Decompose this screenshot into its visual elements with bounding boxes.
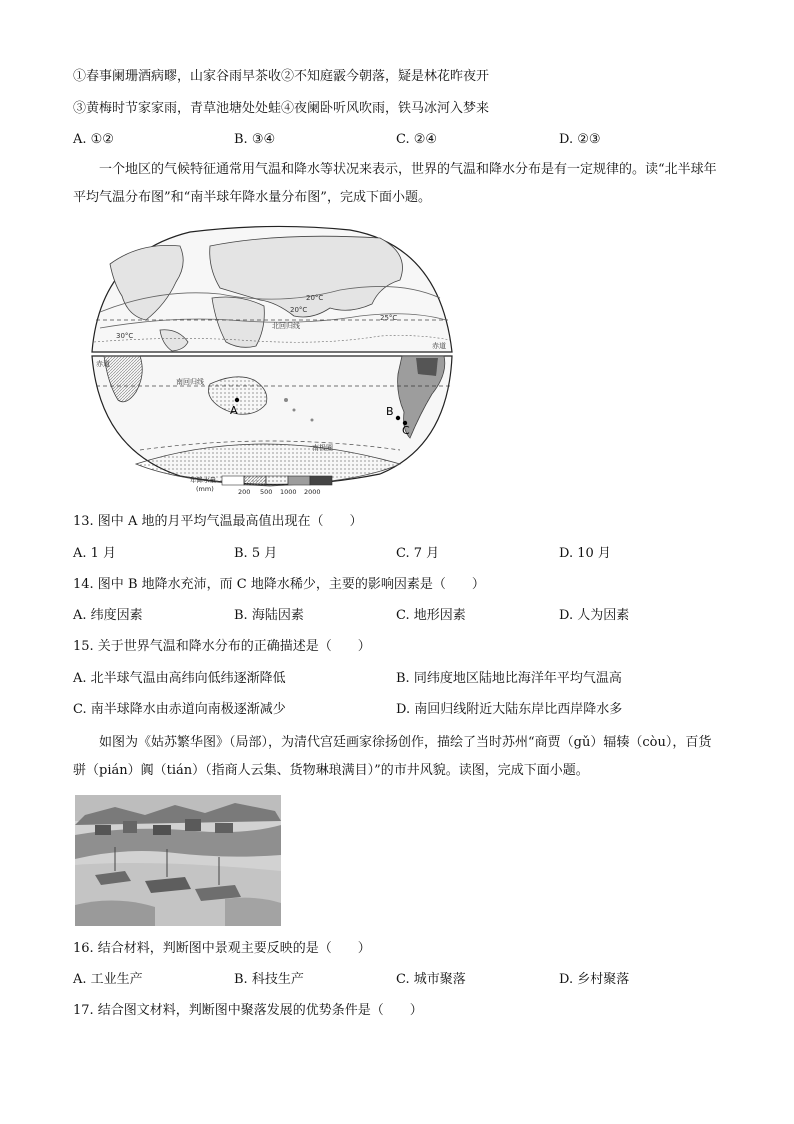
prev-option-c: C. ②④ bbox=[396, 132, 438, 147]
equator-label-north: 赤道 bbox=[432, 342, 446, 350]
poem-line-1: ①春事阑珊酒病疁，山家谷雨早茶收②不知庭霰今朝落，疑是林花昨夜开 bbox=[73, 69, 490, 84]
q13-option-b[interactable]: B. 5 月 bbox=[234, 546, 278, 561]
q15-stem: 15. 关于世界气温和降水分布的正确描述是（ ） bbox=[73, 639, 371, 654]
gusu-painting-image bbox=[75, 795, 281, 926]
q15-option-a[interactable]: A. 北半球气温由高纬向低纬逐渐降低 bbox=[73, 671, 286, 686]
prev-option-b: B. ③④ bbox=[234, 132, 276, 147]
q16-option-a[interactable]: A. 工业生产 bbox=[73, 972, 143, 987]
poem-line-2: ③黄梅时节家家雨，青草池塘处处蛙④夜阑卧听风吹雨，铁马冰河入梦来 bbox=[73, 101, 490, 116]
equator-label-south: 赤道 bbox=[96, 360, 110, 368]
antarctic-circle-label: 南极圈 bbox=[312, 444, 333, 452]
q14-option-d[interactable]: D. 人为因素 bbox=[559, 608, 630, 623]
intro-painting: 如图为《姑苏繁华图》（局部），为清代宫廷画家徐扬创作，描绘了当时苏州“商贾（gǔ）辐辏（còu），百货骈（pián）阗（tián）（指商人云集、货物琳琅满目）”的市井风貌。读图，完成下面小题。 bbox=[73, 735, 712, 778]
q16-option-d[interactable]: D. 乡村聚落 bbox=[559, 972, 630, 987]
q16-stem: 16. 结合材料，判断图中景观主要反映的是（ ） bbox=[73, 941, 371, 956]
legend-tick-1000: 1000 bbox=[280, 488, 297, 496]
isotherm-label-30: 30°C bbox=[116, 332, 134, 340]
q16-option-c[interactable]: C. 城市聚落 bbox=[396, 972, 466, 987]
legend-title: 年降水量 bbox=[190, 476, 216, 484]
point-a-label: A bbox=[230, 404, 238, 417]
q13-option-a[interactable]: A. 1 月 bbox=[73, 546, 117, 561]
q16-option-b[interactable]: B. 科技生产 bbox=[234, 972, 304, 987]
legend-tick-2000: 2000 bbox=[304, 488, 321, 496]
south-tropic-label: 南回归线 bbox=[176, 378, 204, 386]
isotherm-label-25: 25°C bbox=[380, 314, 398, 322]
q14-option-b[interactable]: B. 海陆因素 bbox=[234, 608, 304, 623]
q15-option-b[interactable]: B. 同纬度地区陆地比海洋年平均气温高 bbox=[396, 671, 622, 686]
q14-stem: 14. 图中 B 地降水充沛，而 C 地降水稀少，主要的影响因素是（ ） bbox=[73, 577, 485, 592]
point-c-label: C bbox=[402, 424, 410, 437]
north-tropic-label: 北回归线 bbox=[272, 322, 300, 330]
north-hemisphere-map bbox=[92, 226, 452, 352]
prev-option-a: A. ①② bbox=[73, 132, 114, 147]
q14-option-c[interactable]: C. 地形因素 bbox=[396, 608, 466, 623]
point-a-marker bbox=[235, 398, 239, 402]
legend-tick-500: 500 bbox=[260, 488, 273, 496]
intro-climate: 一个地区的气候特征通常用气温和降水等状况来表示，世界的气温和降水分布是有一定规律的。读“北半球年平均气温分布图”和“南半球年降水量分布图”，完成下面小题。 bbox=[73, 162, 717, 205]
point-b-marker bbox=[396, 416, 400, 420]
q14-option-a[interactable]: A. 纬度因素 bbox=[73, 608, 143, 623]
q15-option-d[interactable]: D. 南回归线附近大陆东岸比西岸降水多 bbox=[396, 702, 623, 717]
q13-stem: 13. 图中 A 地的月平均气温最高值出现在（ ） bbox=[73, 514, 363, 529]
isotherm-label-20b: 20°C bbox=[290, 306, 308, 314]
isotherm-label-20a: 20°C bbox=[306, 294, 324, 302]
q17-stem: 17. 结合图文材料，判断图中聚落发展的优势条件是（ ） bbox=[73, 1003, 423, 1018]
prev-option-d: D. ②③ bbox=[559, 132, 601, 147]
south-hemisphere-map bbox=[92, 356, 452, 486]
climate-map-figure bbox=[80, 224, 462, 496]
legend-tick-200: 200 bbox=[238, 488, 251, 496]
q15-option-c[interactable]: C. 南半球降水由赤道向南极逐渐减少 bbox=[73, 702, 286, 717]
legend-unit: (mm) bbox=[196, 485, 214, 493]
q13-option-d[interactable]: D. 10 月 bbox=[559, 546, 611, 561]
point-b-label: B bbox=[386, 405, 394, 418]
q13-option-c[interactable]: C. 7 月 bbox=[396, 546, 440, 561]
